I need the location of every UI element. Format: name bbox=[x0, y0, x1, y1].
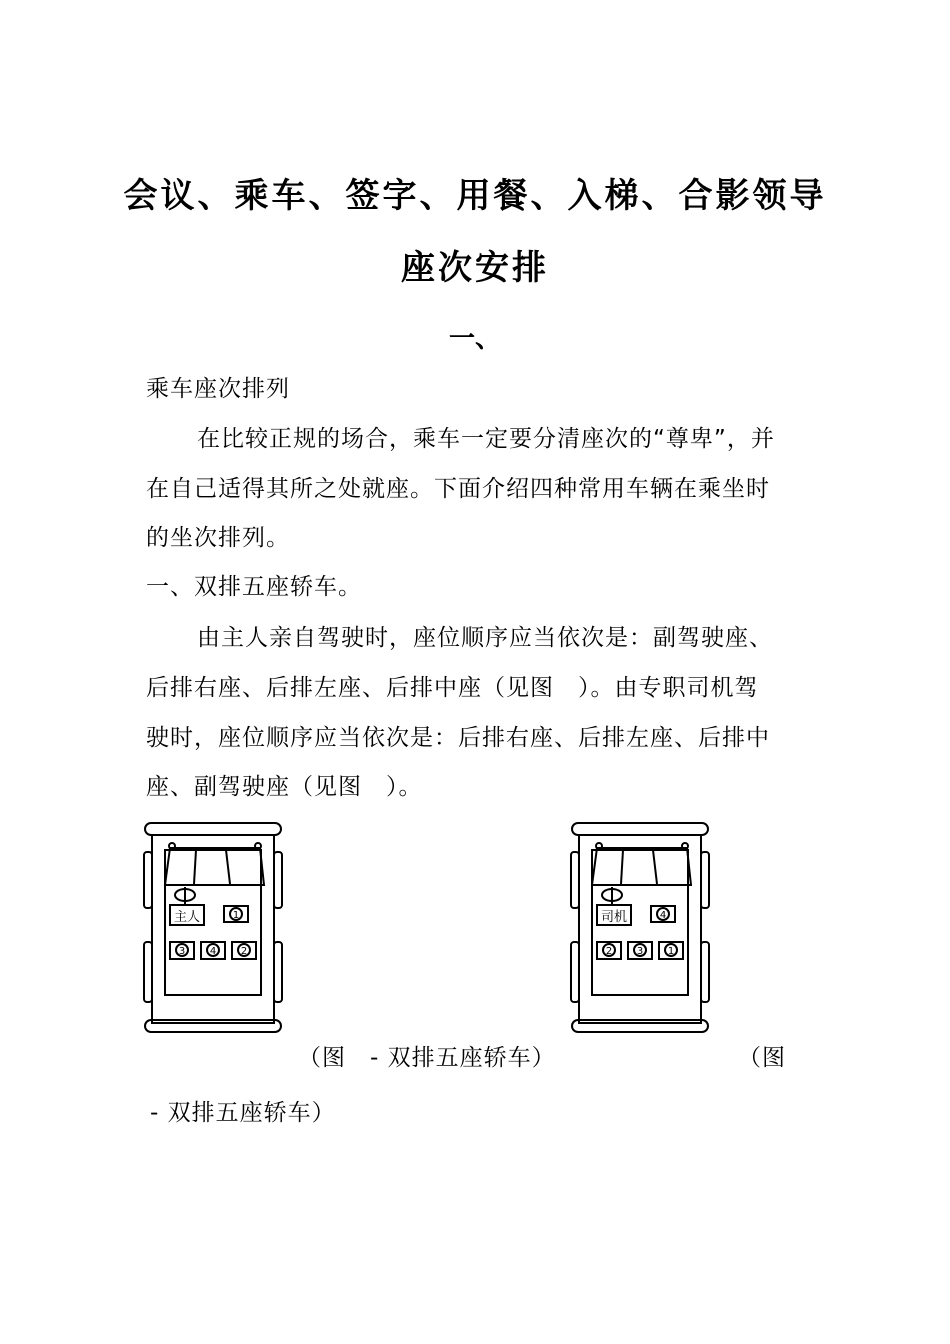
body-line-2: 后排右座、后排左座、后排中座（见图 ）。由专职司机驾 bbox=[146, 675, 759, 701]
driver-label: 司机 bbox=[600, 910, 628, 925]
rear-middle-seat-number: 4 bbox=[209, 946, 217, 957]
rear-right-seat-number: 1 bbox=[667, 946, 675, 957]
rear-middle-seat-number: 3 bbox=[636, 946, 644, 957]
figure-2-caption-part1: （图 bbox=[738, 1045, 786, 1071]
rear-left-seat-number: 2 bbox=[605, 946, 613, 957]
body-line-3: 驶时，座位顺序应当依次是：后排右座、后排左座、后排中 bbox=[146, 725, 770, 751]
car-diagram-2 bbox=[569, 820, 714, 1038]
section-title: 乘车座次排列 bbox=[146, 376, 290, 402]
car-diagram-1 bbox=[142, 820, 287, 1038]
driver-label: 主人 bbox=[173, 910, 201, 925]
body-line-4: 座、副驾驶座（见图 ）。 bbox=[146, 774, 423, 800]
rear-right-seat-number: 2 bbox=[240, 946, 248, 957]
body-line-1: 由主人亲自驾驶时，座位顺序应当依次是：副驾驶座、 bbox=[197, 625, 773, 651]
figure-2-caption-part2: - 双排五座轿车） bbox=[150, 1100, 336, 1126]
front-seat-number: 4 bbox=[659, 910, 667, 921]
intro-line-3: 的坐次排列。 bbox=[146, 525, 290, 551]
document-title-line2: 座次安排 bbox=[401, 248, 549, 288]
subsection-title: 一、双排五座轿车。 bbox=[146, 574, 362, 600]
intro-line-1: 在比较正规的场合，乘车一定要分清座次的“尊卑”，并 bbox=[197, 426, 775, 452]
document-title-line1: 会议、乘车、签字、用餐、入梯、合影领导 bbox=[123, 176, 827, 216]
figure-1-caption: （图 - 双排五座轿车） bbox=[298, 1045, 556, 1071]
rear-left-seat-number: 3 bbox=[178, 946, 186, 957]
intro-line-2: 在自己适得其所之处就座。下面介绍四种常用车辆在乘坐时 bbox=[146, 476, 770, 502]
front-seat-number: 1 bbox=[232, 910, 240, 921]
section-number: 一、 bbox=[448, 324, 501, 354]
